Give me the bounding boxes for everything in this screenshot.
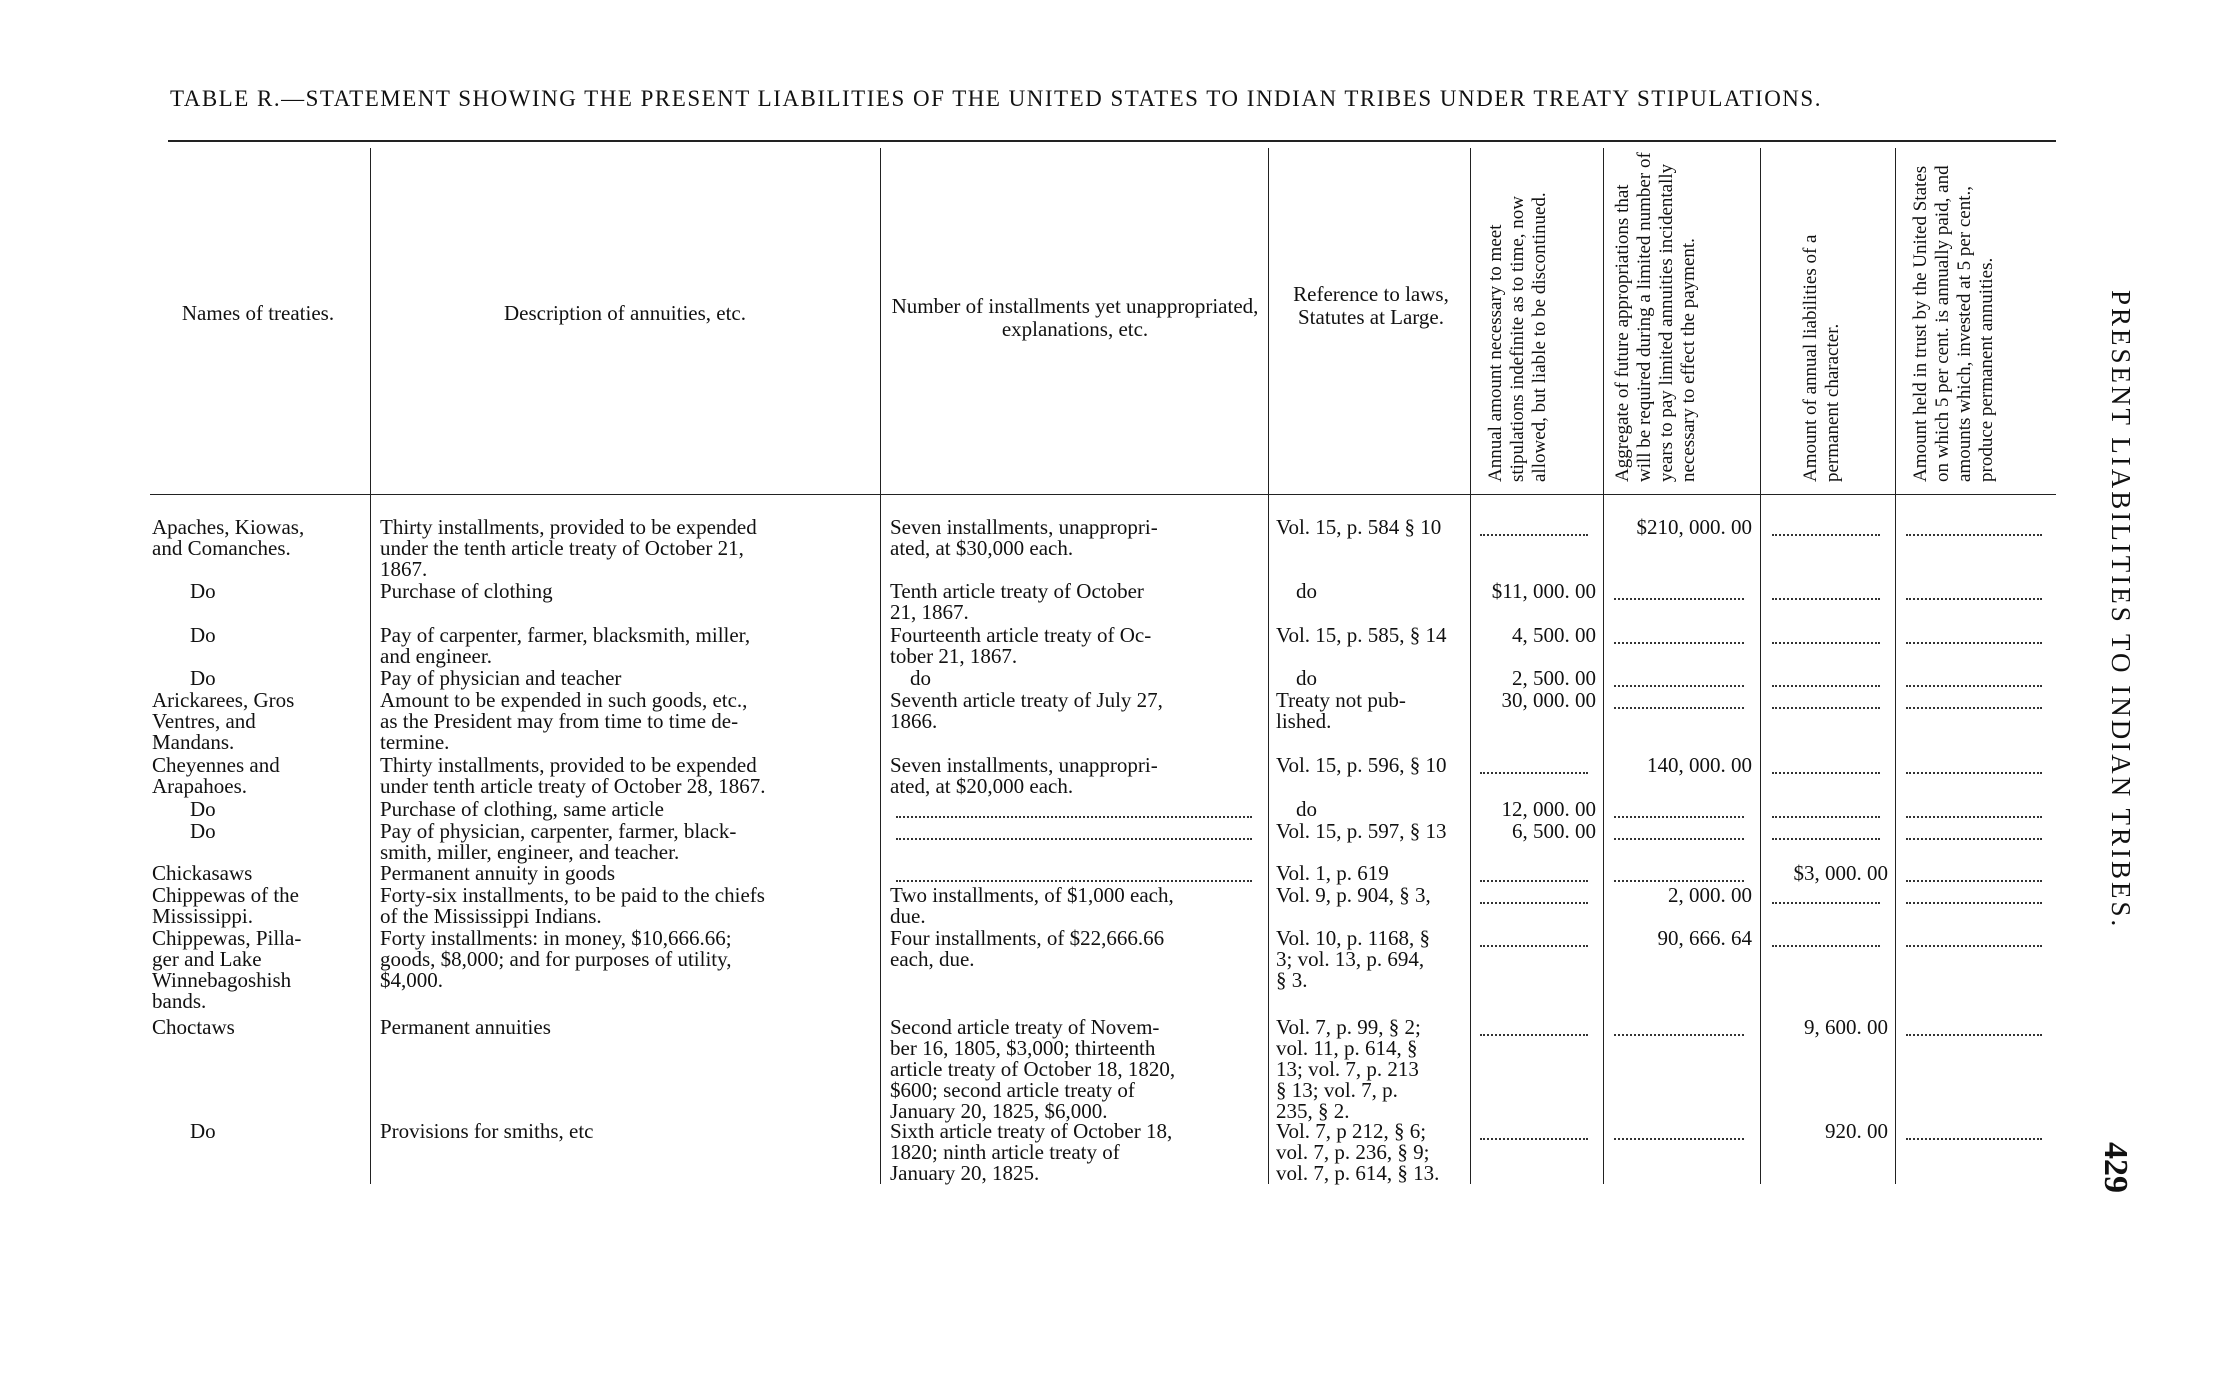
- cell-name: Chickasaws: [152, 861, 253, 885]
- dot-leader: [1614, 642, 1744, 644]
- dot-leader: [1614, 1138, 1744, 1140]
- cell-desc: Thirty installments, provided to be expended under the tenth article treaty of October 21, 1867.: [380, 515, 757, 581]
- dot-leader: [1906, 902, 2042, 904]
- cell-desc: Forty installments: in money, $10,666.66; goods, $8,000; and for purposes of utility, $4,000.: [380, 926, 732, 992]
- cell-inst: Fourteenth article treaty of Oc- tober 21, 1867.: [890, 623, 1152, 668]
- cell-desc: Provisions for smiths, etc: [380, 1119, 594, 1143]
- dot-leader: [1614, 838, 1744, 840]
- dot-leader: [1772, 816, 1880, 818]
- cell-ref: Treaty not pub- lished.: [1276, 688, 1406, 733]
- cell-name: Do: [190, 623, 216, 647]
- header-names: Names of treaties.: [181, 301, 335, 325]
- dot-leader: [1906, 816, 2042, 818]
- dot-leader: [1906, 534, 2042, 536]
- cell-annual: 30, 000. 00: [1501, 688, 1596, 712]
- header-annual: Annual amount necessary to meet stipulations indefinite as to time, now allowed, but liable to be discontinued.: [1485, 192, 1550, 482]
- header-reference: Reference to laws, Statutes at Large.: [1293, 282, 1449, 329]
- cell-ref: do: [1296, 579, 1317, 603]
- cell-permanent: $3, 000. 00: [1793, 861, 1888, 885]
- dot-leader: [1480, 1138, 1588, 1140]
- dot-leader: [1772, 707, 1880, 709]
- cell-ref: Vol. 7, p 212, § 6; vol. 7, p. 236, § 9; vol. 7, p. 614, § 13.: [1276, 1119, 1440, 1185]
- dot-leader: [1772, 642, 1880, 644]
- cell-desc: Permanent annuity in goods: [380, 861, 616, 885]
- dot-leader: [1480, 880, 1588, 882]
- cell-annual: 6, 500. 00: [1512, 819, 1596, 843]
- dot-leader: [1480, 772, 1588, 774]
- dot-leader: [1480, 1034, 1588, 1036]
- cell-name: Do: [190, 819, 216, 843]
- cell-ref: Vol. 15, p. 596, § 10: [1276, 753, 1447, 777]
- dot-leader: [1772, 945, 1880, 947]
- column-divider: [370, 148, 371, 1184]
- dot-leader: [1906, 1138, 2042, 1140]
- dot-leader: [1772, 772, 1880, 774]
- dot-leader: [1614, 880, 1744, 882]
- cell-name: Do: [190, 666, 216, 690]
- cell-inst: do: [910, 666, 931, 690]
- column-divider: [1470, 148, 1471, 1184]
- cell-annual: 4, 500. 00: [1512, 623, 1596, 647]
- dot-leader: [1772, 534, 1880, 536]
- dot-leader: [1614, 685, 1744, 687]
- column-divider: [1603, 148, 1604, 1184]
- cell-ref: do: [1296, 797, 1317, 821]
- cell-ref: Vol. 9, p. 904, § 3,: [1276, 883, 1431, 907]
- cell-permanent: 9, 600. 00: [1804, 1015, 1888, 1039]
- dot-leader: [1906, 685, 2042, 687]
- dot-leader: [1772, 902, 1880, 904]
- dot-leader: [1772, 838, 1880, 840]
- dot-leader: [1906, 598, 2042, 600]
- cell-name: Do: [190, 1119, 216, 1143]
- cell-inst: Sixth article treaty of October 18, 1820; ninth article treaty of January 20, 1825.: [890, 1119, 1173, 1185]
- cell-annual: 12, 000. 00: [1501, 797, 1596, 821]
- cell-inst: Second article treaty of Novem- ber 16, 1805, $3,000; thirteenth article treaty of October 18, 1820, $600; second article treaty of January 20, 1825, $6,000.: [890, 1015, 1176, 1123]
- dot-leader: [1772, 598, 1880, 600]
- cell-desc: Pay of carpenter, farmer, blacksmith, miller, and engineer.: [380, 623, 751, 668]
- dot-leader: [1614, 816, 1744, 818]
- cell-desc: Pay of physician and teacher: [380, 666, 622, 690]
- cell-inst: Two installments, of $1,000 each, due.: [890, 883, 1174, 928]
- cell-ref: Vol. 1, p. 619: [1276, 861, 1389, 885]
- dot-leader: [1480, 534, 1588, 536]
- cell-permanent: 920. 00: [1825, 1119, 1888, 1143]
- cell-name: Choctaws: [152, 1015, 235, 1039]
- cell-name: Arickarees, Gros Ventres, and Mandans.: [152, 688, 295, 754]
- cell-annual: 2, 500. 00: [1512, 666, 1596, 690]
- dot-leader: [1480, 902, 1588, 904]
- column-divider: [1895, 148, 1896, 1184]
- cell-name: Chippewas, Pilla- ger and Lake Winnebagoshish bands.: [152, 926, 302, 1013]
- cell-aggregate: 90, 666. 64: [1657, 926, 1752, 950]
- dot-leader: [1614, 1034, 1744, 1036]
- cell-ref: Vol. 7, p. 99, § 2; vol. 11, p. 614, § 13; vol. 7, p. 213 § 13; vol. 7, p. 235, § 2.: [1276, 1015, 1421, 1123]
- header-trust: Amount held in trust by the United States on which 5 per cent. is annually paid, and amounts which, invested at 5 per cent., produce permanent annuities.: [1910, 165, 1997, 482]
- cell-inst: Seven installments, unappropri- ated, at $20,000 each.: [890, 753, 1158, 798]
- cell-desc: Amount to be expended in such goods, etc., as the President may from time to time de- termine.: [380, 688, 748, 754]
- cell-desc: Pay of physician, carpenter, farmer, black- smith, miller, engineer, and teacher.: [380, 819, 737, 864]
- cell-inst: Seven installments, unappropri- ated, at $30,000 each.: [890, 515, 1158, 560]
- page-number: 429: [2097, 1142, 2134, 1193]
- column-divider: [880, 148, 881, 1184]
- cell-aggregate: 140, 000. 00: [1647, 753, 1752, 777]
- cell-name: Apaches, Kiowas, and Comanches.: [152, 515, 305, 560]
- header-permanent: Amount of annual liabilities of a permanent character.: [1800, 234, 1843, 482]
- header-rule: [150, 494, 2056, 495]
- dot-leader: [896, 816, 1252, 818]
- dot-leader: [1906, 945, 2042, 947]
- cell-name: Do: [190, 579, 216, 603]
- header-description: Description of annuities, etc.: [503, 301, 746, 325]
- cell-name: Do: [190, 797, 216, 821]
- table-title: TABLE R.—STATEMENT SHOWING THE PRESENT LIABILITIES OF THE UNITED STATES TO INDIAN TRIBES UNDER TREATY STIPULATIONS.: [170, 86, 1822, 111]
- cell-ref: Vol. 15, p. 597, § 13: [1276, 819, 1447, 843]
- cell-desc: Thirty installments, provided to be expended under tenth article treaty of October 28, 1867.: [380, 753, 766, 798]
- cell-ref: Vol. 15, p. 584 § 10: [1276, 515, 1442, 539]
- dot-leader: [1614, 707, 1744, 709]
- dot-leader: [1906, 772, 2042, 774]
- running-head: PRESENT LIABILITIES TO INDIAN TRIBES.: [2106, 290, 2136, 930]
- column-divider: [1760, 148, 1761, 1184]
- cell-ref: do: [1296, 666, 1317, 690]
- cell-annual: $11, 000. 00: [1491, 579, 1596, 603]
- dot-leader: [1906, 642, 2042, 644]
- cell-ref: Vol. 15, p. 585, § 14: [1276, 623, 1447, 647]
- cell-desc: Forty-six installments, to be paid to the chiefs of the Mississippi Indians.: [380, 883, 765, 928]
- cell-desc: Purchase of clothing: [380, 579, 553, 603]
- cell-desc: Permanent annuities: [380, 1015, 551, 1039]
- cell-name: Cheyennes and Arapahoes.: [152, 753, 280, 798]
- cell-aggregate: $210, 000. 00: [1636, 515, 1752, 539]
- header-installments: Number of installments yet unappropriated, explanations, etc.: [891, 294, 1259, 341]
- dot-leader: [896, 880, 1252, 882]
- dot-leader: [896, 838, 1252, 840]
- dot-leader: [1906, 707, 2042, 709]
- header-aggregate: Aggregate of future appropriations that will be required during a limited number of years to pay limited annuities incidentally necessary to effect the payment.: [1612, 152, 1699, 482]
- dot-leader: [1614, 598, 1744, 600]
- column-divider: [1268, 148, 1269, 1184]
- dot-leader: [1906, 880, 2042, 882]
- cell-ref: Vol. 10, p. 1168, § 3; vol. 13, p. 694, § 3.: [1276, 926, 1431, 992]
- cell-desc: Purchase of clothing, same article: [380, 797, 664, 821]
- dot-leader: [1772, 685, 1880, 687]
- top-rule: [168, 140, 2056, 142]
- cell-inst: Tenth article treaty of October 21, 1867.: [890, 579, 1144, 624]
- dot-leader: [1906, 1034, 2042, 1036]
- dot-leader: [1480, 945, 1588, 947]
- cell-name: Chippewas of the Mississippi.: [152, 883, 299, 928]
- cell-inst: Seventh article treaty of July 27, 1866.: [890, 688, 1163, 733]
- dot-leader: [1906, 838, 2042, 840]
- cell-inst: Four installments, of $22,666.66 each, due.: [890, 926, 1165, 971]
- cell-aggregate: 2, 000. 00: [1668, 883, 1752, 907]
